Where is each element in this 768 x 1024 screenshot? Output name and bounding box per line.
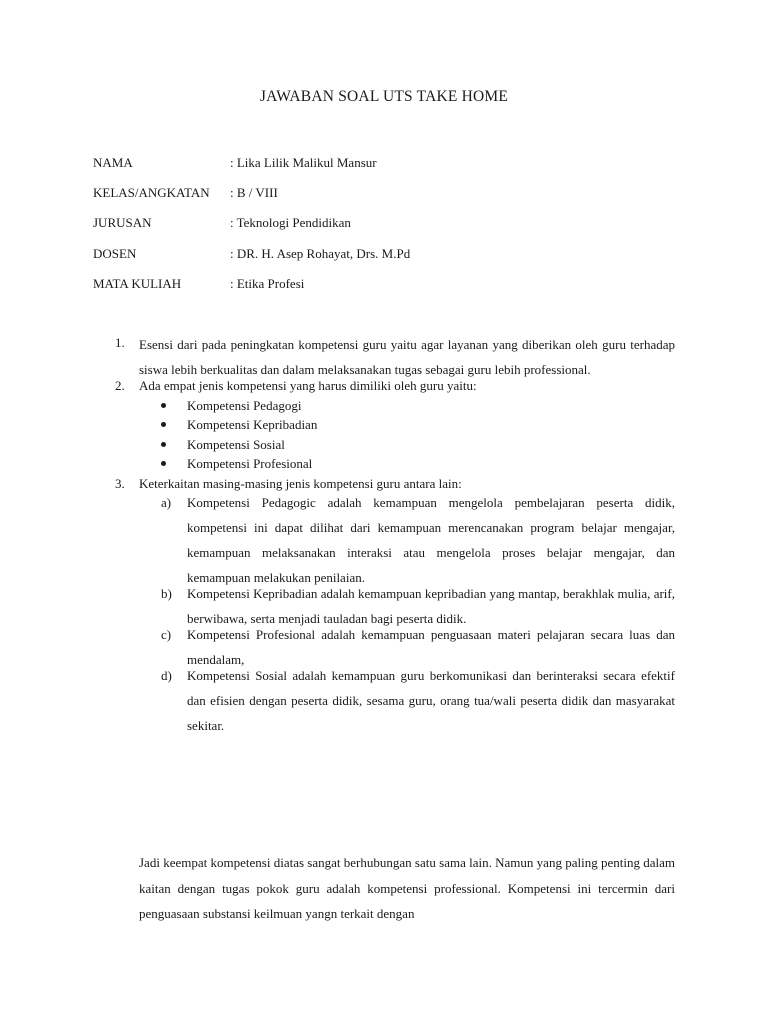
- bullet-icon: [139, 435, 187, 455]
- student-info-block: [93, 155, 410, 306]
- info-value: : DR. H. Asep Rohayat, Drs. M.Pd: [230, 245, 411, 261]
- info-row-lecturer: [93, 246, 410, 276]
- info-value: : Etika Profesi: [230, 275, 305, 291]
- info-value: : Teknologi Pendidikan: [230, 215, 351, 231]
- answer-number: 1.: [115, 335, 125, 350]
- sub-item-letter: a): [161, 495, 172, 510]
- sub-item-letter: c): [161, 627, 172, 642]
- sub-item-letter: d): [161, 668, 172, 683]
- info-row-class: [93, 185, 410, 215]
- info-value: : Lika Lilik Malikul Mansur: [230, 155, 377, 170]
- info-label: MATA KULIAH: [93, 275, 182, 291]
- answer-text: Keterkaitan masing-masing jenis kompetensi guru antara lain:: [139, 475, 462, 491]
- sub-item-text: Kompetensi Pedagogic adalah kemampuan mengelola pembelajaran peserta didik, kompetensi ini dapat dilihat dari kemampuan merencanakan program belajar mengajar, kemampuan melaksanakan interaksi atau mengelola proses belajar mengajar, dan kemampuan melakukan penilaian.: [187, 495, 675, 585]
- info-label: DOSEN: [93, 245, 137, 261]
- closing-paragraph: Jadi keempat kompetensi diatas sangat berhubungan satu sama lain. Namun yang paling penting dalam kaitan dengan tugas pokok guru adalah kompetensi professional. Kompetensi ini tercermin dari penguasaan substansi keilmuan yangn terkait dengan: [139, 855, 675, 921]
- info-label: KELAS/ANGKATAN: [93, 185, 210, 201]
- answer-item-1: [93, 335, 675, 382]
- info-row-major: [93, 215, 410, 245]
- answer-item-2: [93, 376, 675, 474]
- bullet-icon: [139, 396, 187, 416]
- answer-text: Ada empat jenis kompetensi yang harus dimiliki oleh guru yaitu:: [139, 378, 477, 393]
- answer-item-3: [93, 474, 675, 739]
- bullet-icon: [139, 415, 187, 435]
- competency-bullet-list: [139, 396, 675, 474]
- sub-item-text: Kompetensi Kepribadian adalah kemampuan kepribadian yang mantap, berakhlak mulia, arif, berwibawa, serta menjadi tauladan bagi peserta didik.: [187, 586, 675, 626]
- list-item: Kompetensi Pedagogi: [139, 396, 675, 416]
- info-row-name: [93, 155, 410, 185]
- sub-item-text: Kompetensi Sosial adalah kemampuan guru berkomunikasi dan berinteraksi secara efektif dan efisien dengan peserta didik, sesama guru, orang tua/wali peserta didik dan masyarakat sekitar.: [187, 668, 675, 733]
- list-item: Kompetensi Profesional: [139, 454, 675, 474]
- answer-number: 3.: [115, 475, 125, 491]
- list-item: Kompetensi Kepribadian: [139, 415, 675, 435]
- sub-item-letter: b): [161, 586, 172, 601]
- sub-item-a: [139, 493, 675, 590]
- info-label: NAMA: [93, 155, 133, 170]
- info-row-course: [93, 276, 410, 306]
- info-label: JURUSAN: [93, 215, 152, 231]
- bullet-icon: [139, 454, 187, 474]
- answer-text: Esensi dari pada peningkatan kompetensi guru yaitu agar layanan yang diberikan oleh guru terhadap siswa lebih berkualitas dan dalam melaksanakan tugas sebagai guru lebih professional.: [139, 337, 675, 377]
- info-value: : B / VIII: [230, 185, 278, 201]
- answers-list: [93, 335, 675, 738]
- list-item: Kompetensi Sosial: [139, 435, 675, 455]
- document-title: JAWABAN SOAL UTS TAKE HOME: [259, 88, 509, 105]
- sub-item-text: Kompetensi Profesional adalah kemampuan penguasaan materi pelajaran secara luas dan mendalam,: [187, 627, 675, 667]
- sub-item-d: [139, 666, 675, 738]
- answer-number: 2.: [115, 378, 125, 393]
